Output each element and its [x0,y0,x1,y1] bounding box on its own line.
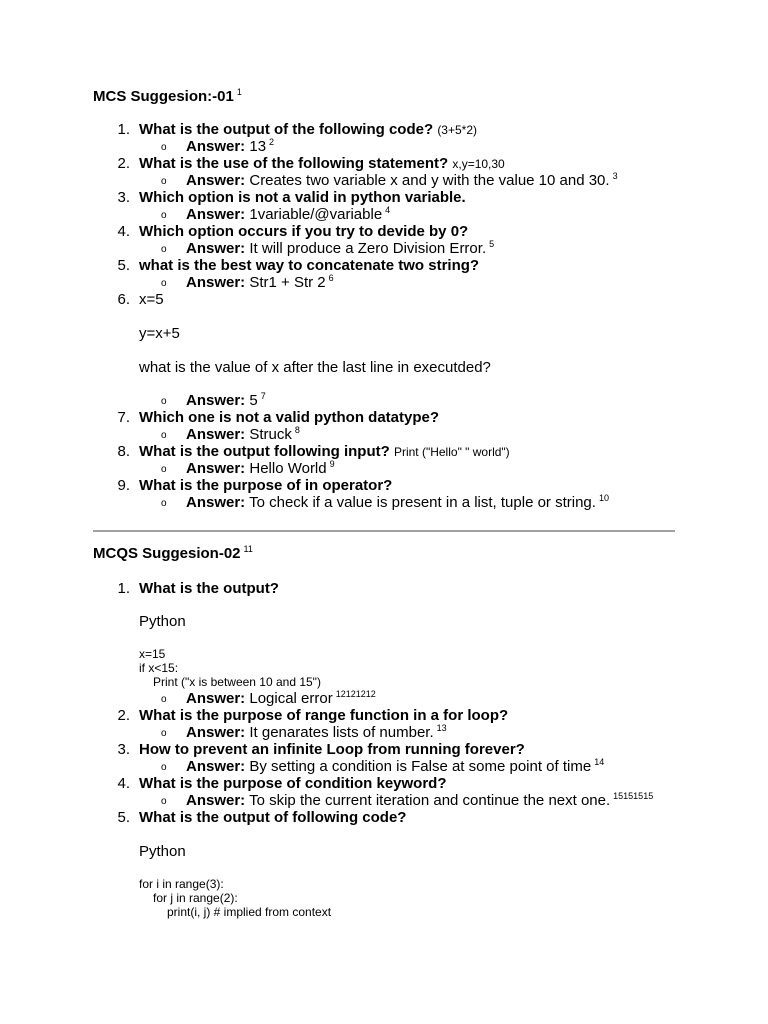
footnote-ref[interactable]: 7 [260,391,266,401]
bullet-icon: o [161,728,167,739]
answer-line [186,494,609,511]
answer-line [186,690,376,707]
answer-label: Answer: [186,172,246,189]
answer-label: Answer: [186,392,246,409]
question-number: 3. [117,741,130,758]
question-text: Which option is not a valid in python variable. [139,189,466,206]
code-line: if x<15: [139,661,179,675]
footnote-ref[interactable]: 11 [243,544,253,554]
answer-text: 13 [249,138,267,155]
question-code: Print ("Hello" " world") [393,445,510,459]
answer-line [186,758,604,775]
question-text: what is the best way to concatenate two string? [139,257,480,274]
question-text: What is the purpose of condition keyword? [139,775,447,792]
code-language-label: Python [139,613,186,630]
answer-line [186,392,266,409]
question-text: What is the output of the following code? (3+5*2) [139,121,478,138]
answer-label: Answer: [186,460,246,477]
question-text: Which one is not a valid python datatype? [139,409,440,426]
footnote-ref[interactable]: 1 [236,87,242,97]
bullet-icon: o [161,244,167,255]
bullet-icon: o [161,796,167,807]
bullet-icon: o [161,396,167,407]
answer-text: Hello World [249,460,327,477]
question-number: 1. [117,580,130,597]
section-2-title: MCQS Suggesion-02 [93,545,241,562]
answer-label: Answer: [186,274,246,291]
bullet-icon: o [161,762,167,773]
question-number: 5. [117,257,130,274]
question-number: 7. [117,409,130,426]
bullet-icon: o [161,498,167,509]
question-text: What is the purpose of range function in a for loop? [139,707,509,724]
question-number: 4. [117,223,130,240]
footnote-ref[interactable]: 12121212 [335,689,376,699]
question-number: 6. [117,291,130,308]
answer-text: It will produce a Zero Division Error. [249,240,487,257]
answer-text: Str1 + Str 2 [249,274,326,291]
question-text: What is the output of following code? [139,809,407,826]
question-text: What is the use of the following statement? x,y=10,30 [139,155,505,172]
bullet-icon: o [161,210,167,221]
question-code: (3+5*2) [437,123,478,137]
question-text: How to prevent an infinite Loop from running forever? [139,741,525,758]
answer-label: Answer: [186,206,246,223]
question-number: 8. [117,443,130,460]
answer-text: Logical error [249,690,333,707]
answer-label: Answer: [186,690,246,707]
footnote-ref[interactable]: 14 [594,757,605,767]
answer-text: To skip the current iteration and continue the next one. [249,792,611,809]
question-text: Which option occurs if you try to devide by 0? [139,223,469,240]
footnote-ref[interactable]: 10 [598,493,609,503]
answer-label: Answer: [186,426,246,443]
code-line: print(i, j) # implied from context [167,905,332,919]
answer-line [186,724,447,741]
answer-line [186,460,335,477]
question-number: 4. [117,775,130,792]
answer-label: Answer: [186,758,246,775]
footnote-ref[interactable]: 5 [489,239,495,249]
answer-text: It genarates lists of number. [249,724,434,741]
footnote-ref[interactable]: 2 [269,137,275,147]
answer-label: Answer: [186,724,246,741]
question-code: x,y=10,30 [452,157,505,171]
section-2-heading [93,545,253,562]
footnote-ref[interactable]: 15151515 [613,791,654,801]
question-text: What is the output? [139,580,279,597]
footnote-ref[interactable]: 3 [612,171,618,181]
bullet-icon: o [161,430,167,441]
question-line: x=5 [139,291,164,308]
question-number: 2. [117,155,130,172]
question-number: 1. [117,121,130,138]
question-text: What is the output following input? Print ("Hello" " world") [139,443,510,460]
code-line: for j in range(2): [153,891,238,905]
answer-line [186,138,274,155]
answer-line [186,206,390,223]
footnote-ref[interactable]: 9 [329,459,335,469]
question-number: 9. [117,477,130,494]
bullet-icon: o [161,464,167,475]
footnote-ref[interactable]: 13 [436,723,447,733]
question-number: 3. [117,189,130,206]
answer-label: Answer: [186,792,246,809]
bullet-icon: o [161,278,167,289]
bullet-icon: o [161,694,167,705]
answer-line [186,792,653,809]
question-line: what is the value of x after the last line in executded? [139,359,491,376]
footnote-ref[interactable]: 6 [328,273,334,283]
answer-line [186,274,334,291]
code-line: for i in range(3): [139,877,224,891]
footnote-ref[interactable]: 4 [385,205,391,215]
question-text: What is the purpose of in operator? [139,477,393,494]
question-number: 2. [117,707,130,724]
answer-text: 1variable/@variable [249,206,383,223]
answer-label: Answer: [186,138,246,155]
answer-text: By setting a condition is False at some point of time [249,758,592,775]
code-line: x=15 [139,647,166,661]
footnote-ref[interactable]: 8 [294,425,300,435]
answer-text: 5 [249,392,258,409]
answer-text: Struck [249,426,292,443]
answer-text: Creates two variable x and y with the value 10 and 30. [249,172,610,189]
answer-line [186,172,618,189]
answer-line [186,240,494,257]
question-number: 5. [117,809,130,826]
bullet-icon: o [161,142,167,153]
section-divider [93,530,675,532]
section-1-heading [93,88,242,105]
answer-label: Answer: [186,240,246,257]
code-language-label: Python [139,843,186,860]
answer-text: To check if a value is present in a list, tuple or string. [249,494,596,511]
question-line: y=x+5 [139,325,180,342]
answer-label: Answer: [186,494,246,511]
bullet-icon: o [161,176,167,187]
answer-line [186,426,300,443]
code-line: Print ("x is between 10 and 15") [153,675,321,689]
section-1-title: MCS Suggesion:-01 [93,88,234,105]
